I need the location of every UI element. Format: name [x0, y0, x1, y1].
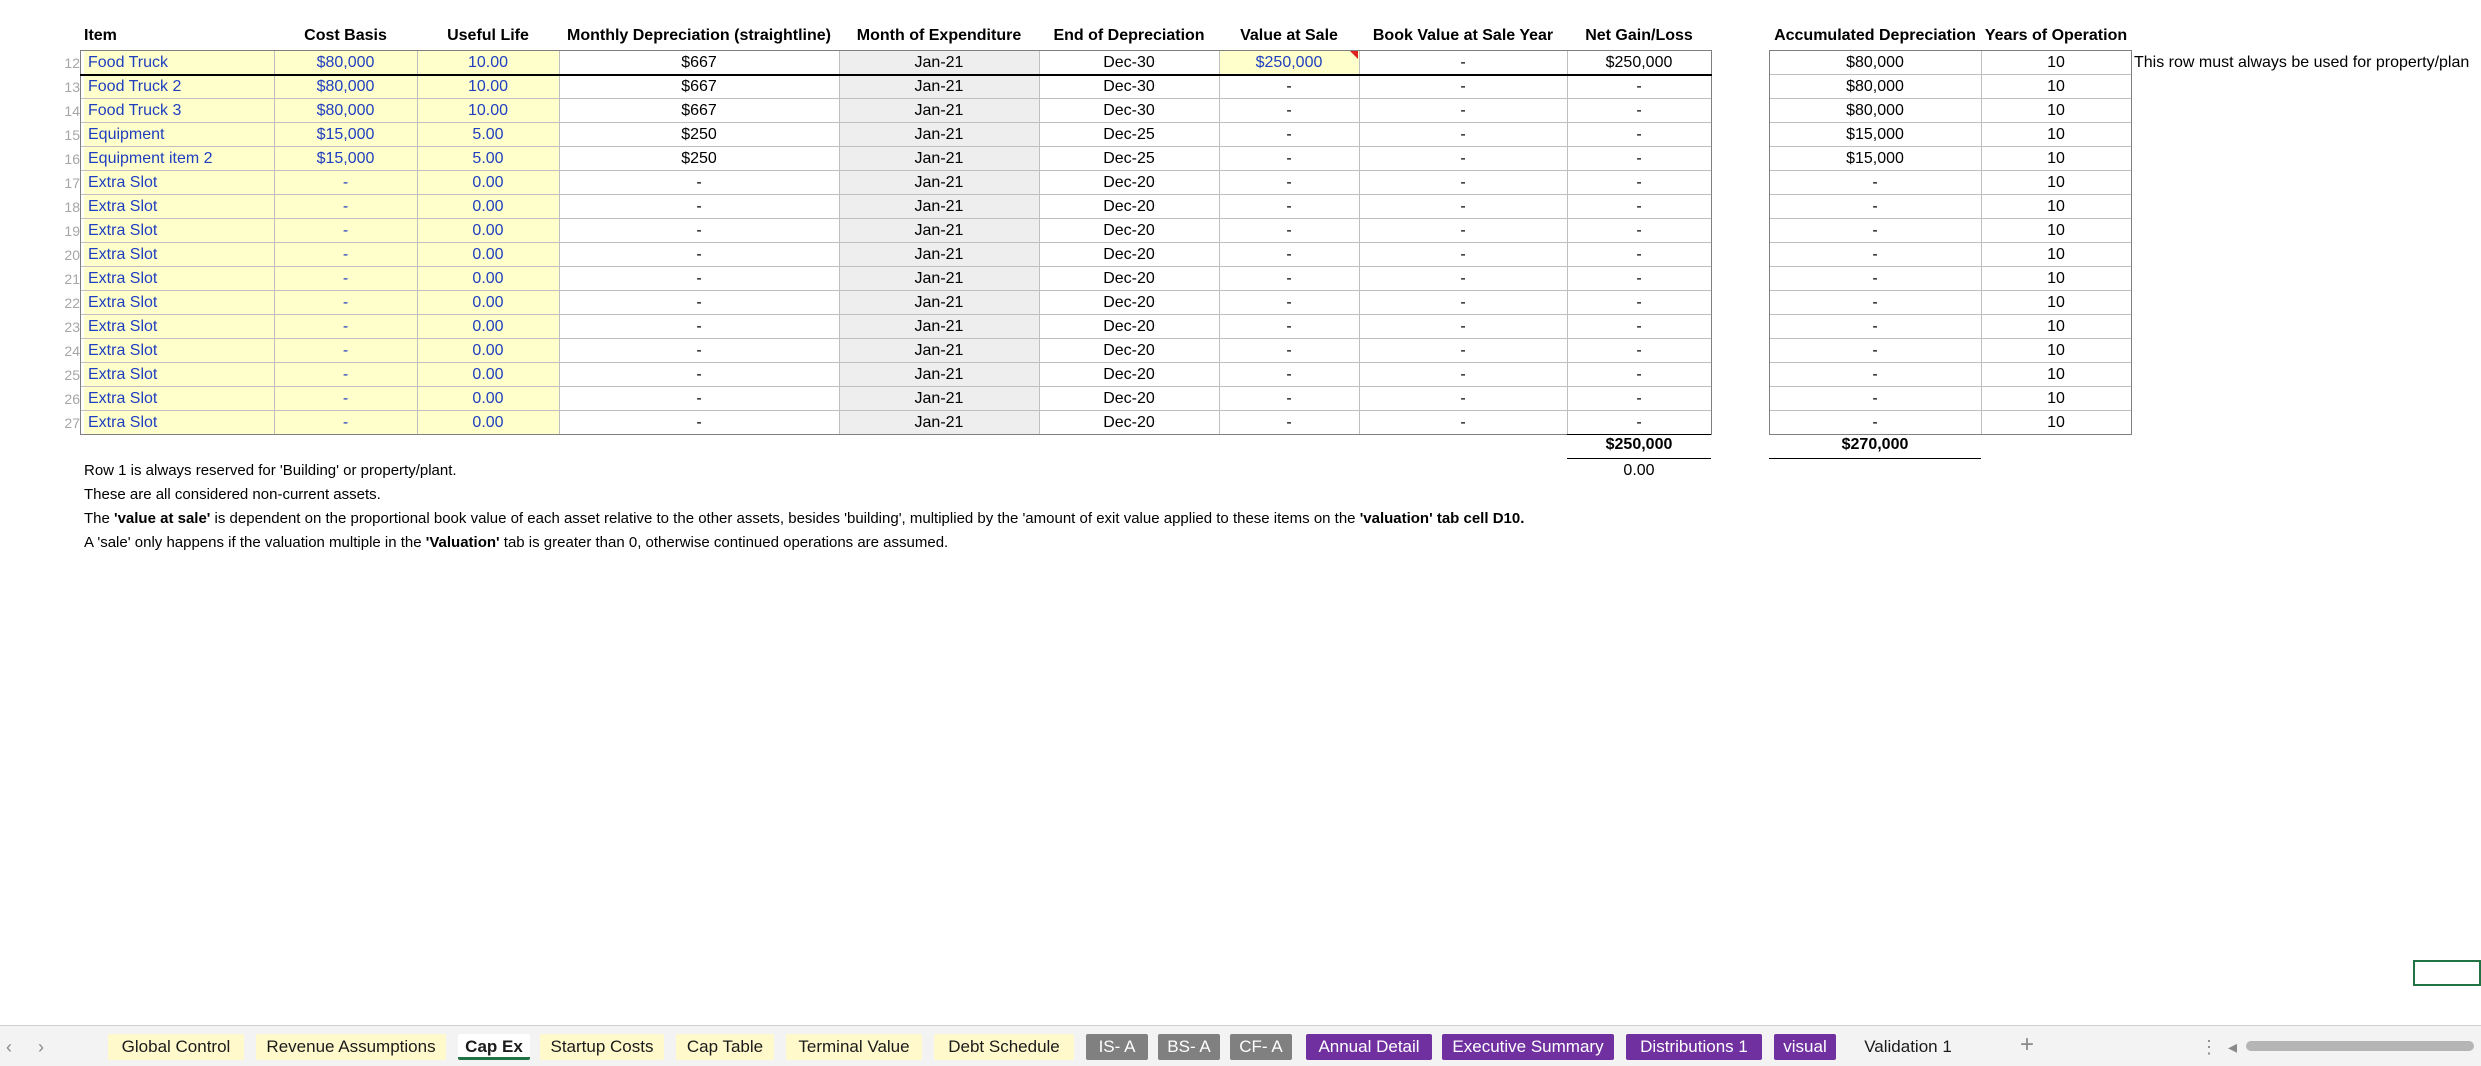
- column-border: [1981, 50, 1982, 435]
- note-text: tab is greater than 0, otherwise continued operations are assumed.: [499, 534, 949, 551]
- cell-net-gain-loss[interactable]: -: [1636, 150, 1642, 167]
- cell-month-of-expenditure[interactable]: Jan-21: [839, 99, 1039, 122]
- cell-cost-basis[interactable]: -: [274, 363, 417, 386]
- cell-accumulated-depreciation[interactable]: $80,000: [1846, 78, 1904, 95]
- cell-net-gain-loss[interactable]: -: [1636, 198, 1642, 215]
- column-border: [839, 50, 840, 435]
- cell-useful-life[interactable]: 0.00: [417, 243, 559, 266]
- cell-item[interactable]: Food Truck: [84, 51, 274, 74]
- sheet-tab[interactable]: CF- A: [1230, 1034, 1292, 1060]
- cell-monthly-depreciation[interactable]: -: [696, 174, 702, 191]
- cell-book-value[interactable]: -: [1460, 270, 1466, 287]
- cell-years-of-operation[interactable]: 10: [2047, 222, 2065, 239]
- cell-item[interactable]: Extra Slot: [84, 363, 274, 386]
- header-monthly-depreciation: Monthly Depreciation (straightline): [566, 27, 831, 44]
- header-net-gain-loss: Net Gain/Loss: [1585, 27, 1693, 44]
- row-number: 14: [64, 103, 80, 119]
- cell-value-at-sale[interactable]: -: [1286, 318, 1292, 335]
- comment-indicator-icon[interactable]: [1350, 51, 1358, 59]
- cell-cost-basis[interactable]: -: [274, 171, 417, 194]
- add-sheet-icon[interactable]: +: [2020, 1031, 2035, 1058]
- header-useful-life: Useful Life: [447, 27, 529, 44]
- cell-accumulated-depreciation[interactable]: $80,000: [1846, 54, 1904, 71]
- cell-cost-basis[interactable]: $80,000: [274, 51, 417, 74]
- cell-years-of-operation[interactable]: 10: [2047, 198, 2065, 215]
- sheet-tab[interactable]: Executive Summary: [1442, 1034, 1614, 1060]
- column-border: [1219, 50, 1220, 435]
- cell-month-of-expenditure[interactable]: Jan-21: [839, 339, 1039, 362]
- column-border: [1039, 50, 1040, 435]
- cell-end-of-depreciation[interactable]: Dec-20: [1103, 270, 1155, 287]
- cell-end-of-depreciation[interactable]: Dec-20: [1103, 366, 1155, 383]
- cell-item[interactable]: Extra Slot: [84, 267, 274, 290]
- cell-cost-basis[interactable]: -: [274, 243, 417, 266]
- cell-month-of-expenditure[interactable]: Jan-21: [839, 267, 1039, 290]
- cell-item[interactable]: Extra Slot: [84, 411, 274, 434]
- header-book-value-at-sale-year: Book Value at Sale Year: [1372, 27, 1554, 44]
- cell-item[interactable]: Extra Slot: [84, 195, 274, 218]
- cell-book-value[interactable]: -: [1460, 222, 1466, 239]
- sheet-tab[interactable]: Terminal Value: [786, 1034, 922, 1060]
- cell-item[interactable]: Extra Slot: [84, 219, 274, 242]
- note-value-at-sale[interactable]: [84, 508, 1524, 530]
- cell-month-of-expenditure[interactable]: Jan-21: [839, 51, 1039, 74]
- cell-useful-life[interactable]: 10.00: [417, 75, 559, 98]
- cell-end-of-depreciation[interactable]: Dec-20: [1103, 174, 1155, 191]
- row-border: [80, 74, 1712, 76]
- cell-years-of-operation[interactable]: 10: [2047, 270, 2065, 287]
- cell-end-of-depreciation[interactable]: Dec-20: [1103, 342, 1155, 359]
- row-border: [80, 434, 1711, 435]
- cell-useful-life[interactable]: 0.00: [417, 387, 559, 410]
- cell-accumulated-depreciation[interactable]: -: [1872, 390, 1878, 407]
- cell-value-at-sale[interactable]: -: [1286, 102, 1292, 119]
- row-number: 16: [64, 151, 80, 167]
- cell-book-value[interactable]: -: [1460, 366, 1466, 383]
- cell-value-at-sale[interactable]: -: [1286, 174, 1292, 191]
- header-value-at-sale: Value at Sale: [1240, 27, 1338, 44]
- cell-value-at-sale[interactable]: -: [1286, 366, 1292, 383]
- scroll-left-icon[interactable]: ◂: [2228, 1037, 2238, 1057]
- cell-monthly-depreciation[interactable]: $667: [681, 102, 717, 119]
- cell-monthly-depreciation[interactable]: $667: [681, 54, 717, 71]
- cell-book-value[interactable]: -: [1460, 246, 1466, 263]
- sheet-tab-bar: [0, 1025, 2481, 1066]
- cell-value-at-sale[interactable]: -: [1286, 270, 1292, 287]
- cell-cost-basis[interactable]: -: [274, 219, 417, 242]
- cell-end-of-depreciation[interactable]: Dec-20: [1103, 318, 1155, 335]
- column-border: [2131, 50, 2132, 435]
- cell-value-at-sale[interactable]: -: [1286, 246, 1292, 263]
- cell-book-value[interactable]: -: [1460, 198, 1466, 215]
- column-border: [417, 50, 418, 435]
- cell-useful-life[interactable]: 0.00: [417, 363, 559, 386]
- cell-net-gain-loss[interactable]: -: [1636, 318, 1642, 335]
- header-cost-basis: Cost Basis: [304, 27, 387, 44]
- cell-cost-basis[interactable]: $80,000: [274, 99, 417, 122]
- cell-years-of-operation[interactable]: 10: [2047, 390, 2065, 407]
- chevron-left-icon[interactable]: ‹: [6, 1037, 12, 1057]
- cell-years-of-operation[interactable]: 10: [2047, 150, 2065, 167]
- cell-month-of-expenditure[interactable]: Jan-21: [839, 363, 1039, 386]
- cell-net-gain-loss[interactable]: -: [1636, 270, 1642, 287]
- cell-net-gain-loss[interactable]: -: [1636, 102, 1642, 119]
- row-number: 15: [64, 127, 80, 143]
- cell-value-at-sale[interactable]: -: [1286, 126, 1292, 143]
- cell-monthly-depreciation[interactable]: $250: [681, 150, 717, 167]
- cell-end-of-depreciation[interactable]: Dec-20: [1103, 198, 1155, 215]
- sheet-tab[interactable]: Cap Table: [676, 1034, 774, 1060]
- cell-net-gain-loss[interactable]: -: [1636, 366, 1642, 383]
- sheet-tab[interactable]: Cap Ex: [458, 1034, 530, 1060]
- row-number: 12: [64, 55, 80, 71]
- cell-accumulated-depreciation[interactable]: $15,000: [1846, 126, 1904, 143]
- cell-book-value[interactable]: -: [1460, 150, 1466, 167]
- sheet-tab[interactable]: IS- A: [1086, 1034, 1148, 1060]
- column-border: [1769, 50, 1770, 435]
- cell-value-at-sale[interactable]: -: [1286, 198, 1292, 215]
- cell-monthly-depreciation[interactable]: -: [696, 294, 702, 311]
- cell-accumulated-depreciation[interactable]: -: [1872, 342, 1878, 359]
- cell-net-gain-loss[interactable]: -: [1636, 246, 1642, 263]
- note-text: is dependent on the proportional book value of each asset relative to the other assets, besides 'building', multiplied by the 'amount of exit value applied to these items on the: [210, 510, 1360, 527]
- note-bold: 'Valuation': [425, 534, 500, 551]
- cell-useful-life[interactable]: 5.00: [417, 147, 559, 170]
- cell-useful-life[interactable]: 0.00: [417, 195, 559, 218]
- cell-item[interactable]: Extra Slot: [84, 339, 274, 362]
- cell-accumulated-depreciation[interactable]: -: [1872, 294, 1878, 311]
- cell-cost-basis[interactable]: -: [274, 195, 417, 218]
- cell-value-at-sale[interactable]: -: [1286, 414, 1292, 431]
- sheet-tab[interactable]: Annual Detail: [1306, 1034, 1432, 1060]
- cell-net-gain-loss[interactable]: -: [1636, 414, 1642, 431]
- cell-end-of-depreciation[interactable]: Dec-20: [1103, 414, 1155, 431]
- cell-month-of-expenditure[interactable]: Jan-21: [839, 387, 1039, 410]
- cell-monthly-depreciation[interactable]: $250: [681, 126, 717, 143]
- cell-accumulated-depreciation[interactable]: $80,000: [1846, 102, 1904, 119]
- cell-book-value[interactable]: -: [1460, 342, 1466, 359]
- cell-value-at-sale[interactable]: -: [1286, 222, 1292, 239]
- cell-cost-basis[interactable]: -: [274, 267, 417, 290]
- chevron-right-icon[interactable]: ›: [38, 1037, 44, 1057]
- cell-item[interactable]: Food Truck 2: [84, 75, 274, 98]
- note-text: The: [84, 510, 115, 527]
- cell-useful-life[interactable]: 0.00: [417, 339, 559, 362]
- column-border: [1359, 50, 1360, 435]
- cell-book-value[interactable]: -: [1460, 54, 1466, 71]
- sheet-tab[interactable]: Debt Schedule: [934, 1034, 1074, 1060]
- cell-accumulated-depreciation[interactable]: -: [1872, 174, 1878, 191]
- cell-monthly-depreciation[interactable]: -: [696, 342, 702, 359]
- row-number: 19: [64, 223, 80, 239]
- cell-monthly-depreciation[interactable]: -: [696, 198, 702, 215]
- column-border: [274, 50, 275, 435]
- cell-accumulated-depreciation[interactable]: -: [1872, 366, 1878, 383]
- cell-accumulated-depreciation[interactable]: $15,000: [1846, 150, 1904, 167]
- cell-useful-life[interactable]: 0.00: [417, 171, 559, 194]
- sheet-tab[interactable]: Revenue Assumptions: [256, 1034, 446, 1060]
- cell-years-of-operation[interactable]: 10: [2047, 174, 2065, 191]
- cell-book-value[interactable]: -: [1460, 126, 1466, 143]
- sheet-tab[interactable]: Startup Costs: [540, 1034, 664, 1060]
- sheet-tab[interactable]: Validation 1: [1864, 1037, 1952, 1056]
- cell-useful-life[interactable]: 5.00: [417, 123, 559, 146]
- column-border: [559, 50, 560, 435]
- total-net-gain-sub[interactable]: 0.00: [1623, 462, 1655, 479]
- row-number: 24: [64, 343, 80, 359]
- cell-accumulated-depreciation[interactable]: -: [1872, 222, 1878, 239]
- cell-useful-life[interactable]: 10.00: [417, 99, 559, 122]
- row-number: 25: [64, 367, 80, 383]
- cell-net-gain-loss[interactable]: -: [1636, 390, 1642, 407]
- cell-item[interactable]: Equipment item 2: [84, 147, 274, 170]
- cell-useful-life[interactable]: 0.00: [417, 291, 559, 314]
- sheet-tab[interactable]: visual: [1774, 1034, 1836, 1060]
- cell-book-value[interactable]: -: [1460, 414, 1466, 431]
- cell-end-of-depreciation[interactable]: Dec-25: [1103, 126, 1155, 143]
- cell-month-of-expenditure[interactable]: Jan-21: [839, 123, 1039, 146]
- cell-item[interactable]: Food Truck 3: [84, 99, 274, 122]
- cell-useful-life[interactable]: 0.00: [417, 411, 559, 434]
- header-accumulated-depreciation: Accumulated Depreciation: [1774, 27, 1976, 44]
- cell-month-of-expenditure[interactable]: Jan-21: [839, 147, 1039, 170]
- cell-years-of-operation[interactable]: 10: [2047, 318, 2065, 335]
- cell-years-of-operation[interactable]: 10: [2047, 414, 2065, 431]
- row-number: 20: [64, 247, 80, 263]
- total-accumulated-depreciation[interactable]: $270,000: [1841, 436, 1909, 453]
- cell-accumulated-depreciation[interactable]: -: [1872, 198, 1878, 215]
- note-non-current[interactable]: These are all considered non-current assets.: [84, 486, 381, 503]
- cell-net-gain-loss[interactable]: $250,000: [1605, 54, 1673, 71]
- cell-value-at-sale[interactable]: -: [1286, 294, 1292, 311]
- row-number: 17: [64, 175, 80, 191]
- cell-end-of-depreciation[interactable]: Dec-25: [1103, 150, 1155, 167]
- cell-item[interactable]: Extra Slot: [84, 243, 274, 266]
- column-border: [1711, 50, 1712, 435]
- cell-accumulated-depreciation[interactable]: -: [1872, 270, 1878, 287]
- cell-net-gain-loss[interactable]: -: [1636, 222, 1642, 239]
- cell-years-of-operation[interactable]: 10: [2047, 246, 2065, 263]
- cell-month-of-expenditure[interactable]: Jan-21: [839, 315, 1039, 338]
- row-number: 27: [64, 415, 80, 431]
- cell-years-of-operation[interactable]: 10: [2047, 78, 2065, 95]
- row-number: 26: [64, 391, 80, 407]
- cell-useful-life[interactable]: 10.00: [417, 51, 559, 74]
- cell-cost-basis[interactable]: -: [274, 315, 417, 338]
- header-years-of-operation: Years of Operation: [1984, 27, 2128, 44]
- cell-years-of-operation[interactable]: 10: [2047, 342, 2065, 359]
- cell-book-value[interactable]: -: [1460, 102, 1466, 119]
- cell-book-value[interactable]: -: [1460, 174, 1466, 191]
- cell-years-of-operation[interactable]: 10: [2047, 126, 2065, 143]
- column-border: [1567, 50, 1568, 435]
- cell-cost-basis[interactable]: $80,000: [274, 75, 417, 98]
- cell-years-of-operation[interactable]: 10: [2047, 294, 2065, 311]
- cell-accumulated-depreciation[interactable]: -: [1872, 246, 1878, 263]
- cell-value-at-sale[interactable]: $250,000: [1219, 51, 1359, 74]
- sheet-tab[interactable]: BS- A: [1158, 1034, 1220, 1060]
- more-options-icon[interactable]: ⋮: [2200, 1037, 2218, 1057]
- cell-years-of-operation[interactable]: 10: [2047, 54, 2065, 71]
- cell-useful-life[interactable]: 0.00: [417, 219, 559, 242]
- sheet-tab[interactable]: Distributions 1: [1626, 1034, 1762, 1060]
- note-row-reserved[interactable]: Row 1 is always reserved for 'Building' or property/plant.: [84, 462, 457, 479]
- cell-month-of-expenditure[interactable]: Jan-21: [839, 195, 1039, 218]
- cell-cost-basis[interactable]: -: [274, 339, 417, 362]
- cell-value-at-sale[interactable]: -: [1286, 150, 1292, 167]
- row-number: 23: [64, 319, 80, 335]
- cell-monthly-depreciation[interactable]: -: [696, 414, 702, 431]
- cell-useful-life[interactable]: 0.00: [417, 267, 559, 290]
- horizontal-scrollbar[interactable]: [2246, 1041, 2474, 1051]
- header-item: Item: [84, 27, 117, 44]
- cell-value-at-sale[interactable]: -: [1286, 78, 1292, 95]
- cell-value-at-sale[interactable]: -: [1286, 390, 1292, 407]
- cell-book-value[interactable]: -: [1460, 294, 1466, 311]
- cell-monthly-depreciation[interactable]: -: [696, 366, 702, 383]
- cell-monthly-depreciation[interactable]: -: [696, 390, 702, 407]
- row-border: [1769, 434, 2131, 435]
- note-text: A 'sale' only happens if the valuation multiple in the: [84, 534, 426, 551]
- total-net-gain[interactable]: $250,000: [1605, 436, 1673, 453]
- cell-month-of-expenditure[interactable]: Jan-21: [839, 219, 1039, 242]
- row-number: 18: [64, 199, 80, 215]
- cell-month-of-expenditure[interactable]: Jan-21: [839, 171, 1039, 194]
- cell-month-of-expenditure[interactable]: Jan-21: [839, 411, 1039, 434]
- cell-month-of-expenditure[interactable]: Jan-21: [839, 291, 1039, 314]
- row-number: 21: [64, 271, 80, 287]
- cell-cost-basis[interactable]: $15,000: [274, 147, 417, 170]
- row-number: 13: [64, 79, 80, 95]
- cell-book-value[interactable]: -: [1460, 78, 1466, 95]
- cell-useful-life[interactable]: 0.00: [417, 315, 559, 338]
- cell-end-of-depreciation[interactable]: Dec-30: [1103, 102, 1155, 119]
- cell-item[interactable]: Extra Slot: [84, 387, 274, 410]
- note-bold: 'valuation' tab cell D10.: [1359, 510, 1525, 527]
- cell-net-gain-loss[interactable]: -: [1636, 294, 1642, 311]
- note-sale-condition[interactable]: [84, 532, 948, 554]
- cell-accumulated-depreciation[interactable]: -: [1872, 318, 1878, 335]
- cell-net-gain-loss[interactable]: -: [1636, 126, 1642, 143]
- side-note[interactable]: This row must always be used for property/plan: [2134, 54, 2470, 71]
- cell-monthly-depreciation[interactable]: -: [696, 246, 702, 263]
- cell-net-gain-loss[interactable]: -: [1636, 342, 1642, 359]
- cell-value-at-sale[interactable]: -: [1286, 342, 1292, 359]
- header-month-of-expenditure: Month of Expenditure: [856, 27, 1022, 44]
- cell-end-of-depreciation[interactable]: Dec-20: [1103, 390, 1155, 407]
- cell-item[interactable]: Extra Slot: [84, 315, 274, 338]
- cell-years-of-operation[interactable]: 10: [2047, 366, 2065, 383]
- cell-end-of-depreciation[interactable]: Dec-20: [1103, 222, 1155, 239]
- cell-item[interactable]: Equipment: [84, 123, 274, 146]
- row-number: 22: [64, 295, 80, 311]
- cell-monthly-depreciation[interactable]: -: [696, 222, 702, 239]
- cell-item[interactable]: Extra Slot: [84, 171, 274, 194]
- cell-cost-basis[interactable]: -: [274, 291, 417, 314]
- cell-cost-basis[interactable]: -: [274, 387, 417, 410]
- cell-end-of-depreciation[interactable]: Dec-30: [1103, 78, 1155, 95]
- cell-cost-basis[interactable]: -: [274, 411, 417, 434]
- cell-book-value[interactable]: -: [1460, 318, 1466, 335]
- cell-net-gain-loss[interactable]: -: [1636, 78, 1642, 95]
- cell-accumulated-depreciation[interactable]: -: [1872, 414, 1878, 431]
- column-border: [80, 50, 81, 435]
- cell-book-value[interactable]: -: [1460, 390, 1466, 407]
- cell-cost-basis[interactable]: $15,000: [274, 123, 417, 146]
- cell-end-of-depreciation[interactable]: Dec-20: [1103, 294, 1155, 311]
- cell-item[interactable]: Extra Slot: [84, 291, 274, 314]
- cell-monthly-depreciation[interactable]: $667: [681, 78, 717, 95]
- selected-cell[interactable]: [2413, 960, 2481, 986]
- cell-monthly-depreciation[interactable]: -: [696, 318, 702, 335]
- cell-end-of-depreciation[interactable]: Dec-20: [1103, 246, 1155, 263]
- cell-month-of-expenditure[interactable]: Jan-21: [839, 243, 1039, 266]
- header-end-of-depreciation: End of Depreciation: [1053, 27, 1205, 44]
- cell-end-of-depreciation[interactable]: Dec-30: [1103, 54, 1155, 71]
- cell-net-gain-loss[interactable]: -: [1636, 174, 1642, 191]
- cell-monthly-depreciation[interactable]: -: [696, 270, 702, 287]
- cell-years-of-operation[interactable]: 10: [2047, 102, 2065, 119]
- cell-month-of-expenditure[interactable]: Jan-21: [839, 75, 1039, 98]
- note-bold: 'value at sale': [114, 510, 211, 527]
- sheet-tab[interactable]: Global Control: [108, 1034, 244, 1060]
